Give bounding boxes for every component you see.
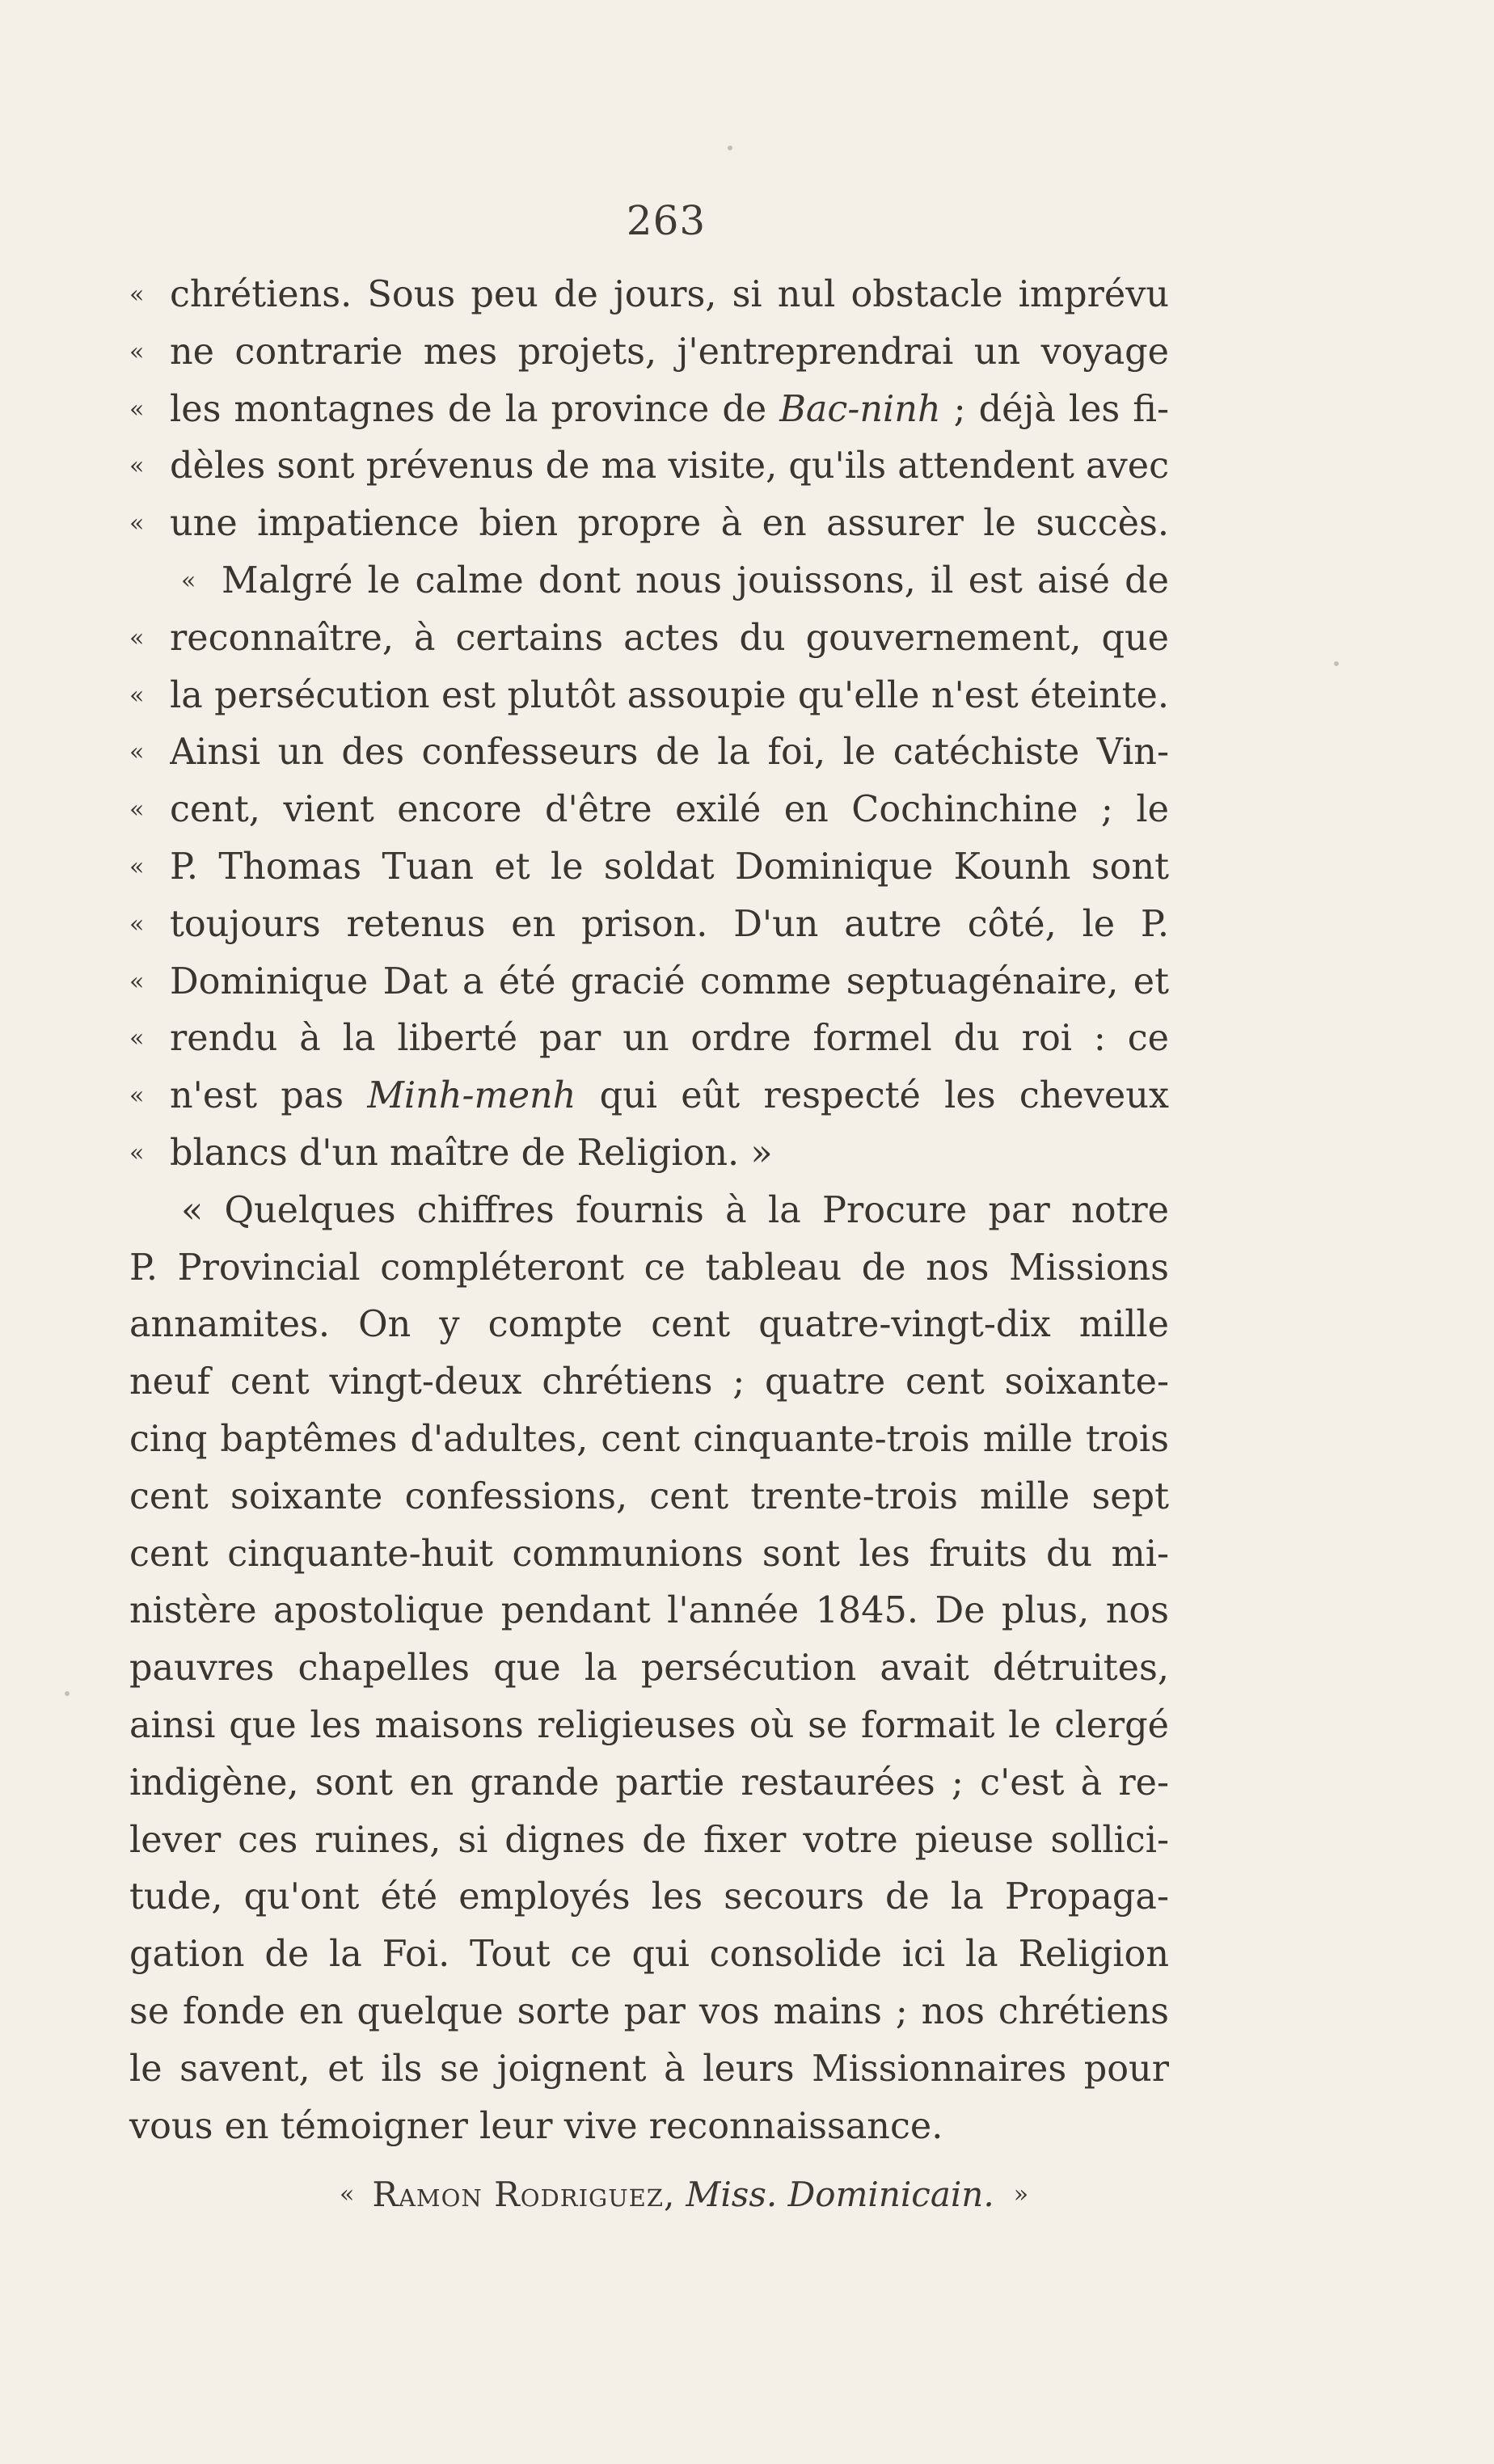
paragraph-line: se fonde en quelque sorte par vos mains ; nos chrétiens [129, 1990, 1169, 2032]
line-text-part: n'est pas [170, 1075, 368, 1117]
paragraph-line: cent cinquante-huit communions sont les fruits du mi- [129, 1533, 1169, 1575]
ruler-name-minh-menh: Minh-menh [367, 1075, 576, 1117]
line-text-part: qui eût respecté les cheveux [576, 1075, 1169, 1117]
paper-speck [728, 146, 732, 150]
paper-speck [65, 1691, 70, 1696]
paragraph-line: vous en témoigner leur vive reconnaissance. [129, 2105, 943, 2147]
quote-mark: « [129, 1082, 145, 1111]
signature-name: Ramon Rodriguez [372, 2175, 664, 2214]
quote-mark: « [129, 681, 145, 710]
quoted-line [129, 1068, 1169, 1125]
line-text: cent, vient encore d'être exilé en Cochinchine ; le [170, 789, 1169, 831]
quoted-line [129, 438, 1169, 496]
quote-mark: « [129, 795, 145, 825]
quoted-line [129, 1010, 1169, 1068]
paragraph-line: annamites. On y compte cent quatre-vingt-dix mille [129, 1304, 1169, 1346]
quote-mark: « [129, 1024, 145, 1053]
line-text [170, 382, 1169, 439]
signature-open-quote: « [340, 2180, 355, 2209]
signature [340, 2175, 1028, 2214]
quoted-line [129, 496, 1169, 553]
line-text [170, 1068, 1169, 1125]
quote-mark: « [181, 566, 196, 595]
quoted-line [129, 954, 1169, 1011]
line-text: rendu à la liberté par un ordre formel du roi : ce [170, 1018, 1169, 1060]
quote-mark: « [129, 394, 145, 424]
paragraph-line: lever ces ruines, si dignes de fixer votre pieuse sollici- [129, 1819, 1169, 1861]
line-text: Ainsi un des confesseurs de la foi, le catéchiste Vin- [170, 732, 1169, 774]
line-text: la persécution est plutôt assoupie qu'elle n'est éteinte. [170, 674, 1169, 716]
paper-speck [1334, 661, 1339, 666]
line-text-part: les montagnes de la province de [170, 388, 780, 430]
place-name-bac-ninh: Bac-ninh [779, 388, 941, 430]
paragraph-line: P. Provincial compléteront ce tableau de nos Missions [129, 1247, 1169, 1289]
quote-mark: « [129, 623, 145, 652]
line-text: dèles sont prévenus de ma visite, qu'ils attendent avec [170, 445, 1169, 487]
quote-mark: « [129, 509, 145, 538]
paragraph-line: tude, qu'ont été employés les secours de la Propaga- [129, 1876, 1169, 1918]
quoted-line [129, 324, 1169, 382]
paragraph-line: le savent, et ils se joignent à leurs Missionnaires pour [129, 2048, 1169, 2090]
signature-close-quote: » [1013, 2180, 1029, 2209]
quoted-line [129, 897, 1169, 954]
line-text: toujours retenus en prison. D'un autre côté, le P. [170, 903, 1169, 945]
quoted-line [129, 782, 1169, 839]
quote-mark: « [129, 1138, 145, 1167]
line-text-part: ; déjà les fi- [940, 388, 1169, 430]
paragraph-line: cent soixante confessions, cent trente-trois mille sept [129, 1475, 1169, 1517]
quoted-line [129, 610, 1169, 668]
line-text: Malgré le calme dont nous jouissons, il est aisé de [222, 559, 1169, 601]
quoted-line [129, 267, 1169, 324]
quoted-line [129, 553, 1169, 610]
quoted-line [129, 724, 1169, 782]
quote-mark: « [129, 281, 145, 309]
line-text: blancs d'un maître de Religion. » [170, 1132, 773, 1174]
quote-mark: « [129, 452, 145, 481]
quote-mark: « [129, 967, 145, 996]
body-text [129, 267, 1169, 2155]
line-text: chrétiens. Sous peu de jours, si nul obstacle imprévu [170, 274, 1169, 315]
line-text: reconnaître, à certains actes du gouvernement, que [170, 617, 1169, 659]
quoted-line [129, 382, 1169, 439]
paragraph-line: « Quelques chiffres fournis à la Procure par notre [181, 1189, 1169, 1231]
line-text: une impatience bien propre à en assurer le succès. [170, 503, 1169, 545]
signature-title: Miss. Dominicain. [686, 2175, 994, 2214]
quote-mark: « [129, 337, 145, 366]
quoted-line [129, 668, 1169, 725]
quote-mark: « [129, 738, 145, 767]
signature-separator: , [664, 2175, 675, 2214]
quoted-line [129, 1125, 1169, 1183]
paragraph-line: pauvres chapelles que la persécution avait détruites, [129, 1648, 1169, 1690]
paragraph-line: cinq baptêmes d'adultes, cent cinquante-trois mille trois [129, 1418, 1169, 1460]
paragraph-line: neuf cent vingt-deux chrétiens ; quatre cent soixante- [129, 1361, 1169, 1403]
line-text: ne contrarie mes projets, j'entreprendrai un voyage [170, 331, 1169, 373]
line-text: P. Thomas Tuan et le soldat Dominique Kounh sont [170, 846, 1169, 888]
paragraph-line: gation de la Foi. Tout ce qui consolide ici la Religion [129, 1934, 1169, 1976]
paragraph-line: indigène, sont en grande partie restaurées ; c'est à re- [129, 1762, 1169, 1804]
paragraph-line: nistère apostolique pendant l'année 1845. De plus, nos [129, 1590, 1169, 1632]
quoted-line [129, 839, 1169, 897]
page-number: 263 [626, 197, 707, 244]
line-text: Dominique Dat a été gracié comme septuagénaire, et [170, 960, 1169, 1002]
quote-mark: « [129, 852, 145, 881]
quote-mark: « [129, 909, 145, 939]
paragraph-line: ainsi que les maisons religieuses où se formait le clergé [129, 1704, 1169, 1746]
